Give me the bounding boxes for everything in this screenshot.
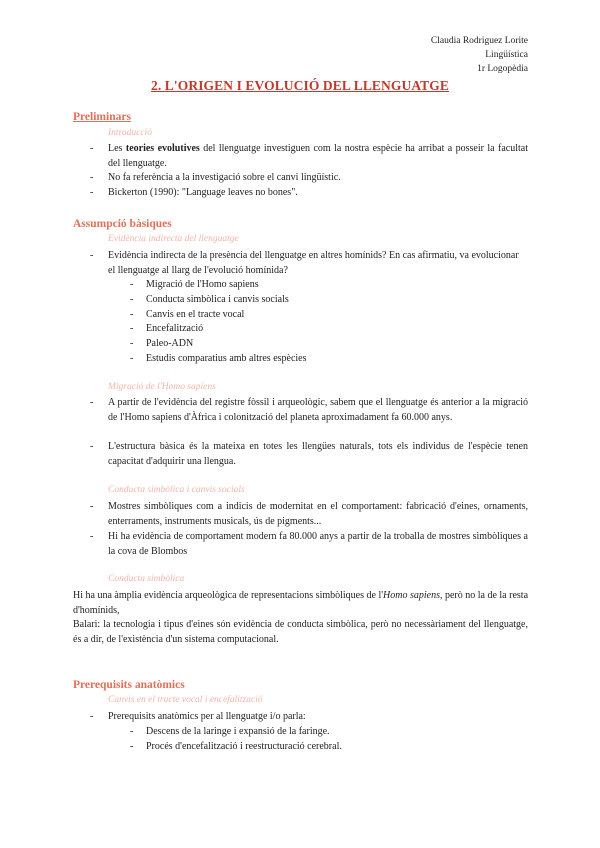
subheading-introduccio: Introducció (108, 128, 152, 138)
italic-term: Homo sapiens (383, 590, 440, 601)
bullet-dash: - (130, 726, 134, 737)
document-title: 2. L'ORIGEN I EVOLUCIÓ DEL LLENGUATGE (151, 78, 449, 93)
subheading-evidencia: Evidència indirecta del llenguatge (108, 234, 239, 244)
sublist-item: Descens de la laringe i expansió de la faringe. (146, 726, 330, 737)
bullet-dash: - (90, 143, 94, 154)
list-item: Bickerton (1990): "Language leaves no bones". (108, 187, 298, 198)
list-item: Evidència indirecta de la presència del llenguatge en altres homínids? En cas afirmatiu, va evolucionar el llenguatge al llarg de l'evolució homínida? (108, 250, 519, 276)
bullet-dash: - (130, 741, 134, 752)
page-header (431, 34, 528, 76)
bullet-dash: - (90, 501, 94, 512)
list-item: Prerequisits anatòmics per al llenguatge i/o parla: (108, 711, 306, 722)
bullet-dash: - (90, 172, 94, 183)
bullet-dash: - (90, 187, 94, 198)
subheading-conducta: Conducta simbòlica i canvis socials (108, 485, 245, 495)
sublist-item: Canvis en el tracte vocal (146, 309, 245, 320)
paragraph: Hi ha una àmplia evidència arqueològica de representacions simbòliques de l'Homo sapiens, però no la de la resta d'homínids, (73, 590, 529, 616)
bullet-dash: - (90, 711, 94, 722)
bullet-dash: - (90, 531, 94, 542)
sublist-item: Conducta simbòlica i canvis socials (146, 294, 289, 305)
sublist-item: Migració de l'Homo sapiens (146, 279, 259, 290)
bullet-dash: - (130, 323, 134, 334)
bullet-dash: - (130, 338, 134, 349)
bold-term: teories evolutives (125, 143, 200, 154)
sublist-item: Estudis comparatius amb altres espècies (146, 353, 307, 364)
subheading-canvis-tracte: Canvis en el tracte vocal i encefalització (108, 695, 263, 705)
subheading-conducta-simbolica: Conducta simbòlica (108, 574, 185, 584)
bullet-dash: - (90, 441, 94, 452)
list-item: No fa referència a la investigació sobre el canvi lingüístic. (108, 172, 341, 183)
heading-prerequisits: Prerequisits anatòmics (73, 679, 185, 691)
subheading-migracio: Migració de l'Homo sapiens (108, 382, 216, 392)
bullet-dash: - (90, 250, 94, 261)
list-item: L'estructura bàsica és la mateixa en totes les llengües naturals, tots els individus de l'espècie tenen capacitat d'adquirir una llengua. (108, 441, 528, 467)
list-item: Mostres simbòliques com a indicis de modernitat en el comportament: fabricació d'eines, ornaments, enterraments, instruments musicals, ús de pigments... (108, 501, 528, 527)
course-name: 1r Logopèdia (477, 64, 528, 74)
bullet-dash: - (130, 279, 134, 290)
heading-assumpcio: Assumpció bàsiques (73, 218, 172, 230)
heading-preliminars: Preliminars (73, 111, 131, 123)
bullet-dash: - (90, 397, 94, 408)
bullet-dash: - (130, 294, 134, 305)
sublist-item: Encefalització (146, 323, 204, 334)
bullet-dash: - (130, 353, 134, 364)
sublist-item: Procés d'encefalització i reestructuració cerebral. (146, 741, 342, 752)
list-item: Les teories evolutives del llenguatge investiguen com la nostra espècie ha arribat a posseir la facultat del llenguatge. (108, 143, 528, 169)
paragraph: Balari: la tecnologia i tipus d'eines són evidència de conducta simbòlica, però no necessàriament del llenguatge, és a dir, de l'existència d'un sistema computacional. (73, 619, 528, 645)
bullet-dash: - (130, 309, 134, 320)
sublist-item: Paleo-ADN (146, 338, 194, 349)
list-item: A partir de l'evidència del registre fòssil i arqueològic, sabem que el llenguatge és anterior a la migració de l'Homo sapiens d'Àfrica i colonització del planeta aproximadament fa 60.000 anys. (108, 397, 528, 423)
list-item: Hi ha evidència de comportament modern fa 80.000 anys a partir de la troballa de mostres simbòliques a la cova de Blombos (108, 531, 528, 557)
author-name: Claudia Rodriguez Lorite (430, 36, 528, 46)
subject-name: Lingüística (485, 50, 528, 60)
